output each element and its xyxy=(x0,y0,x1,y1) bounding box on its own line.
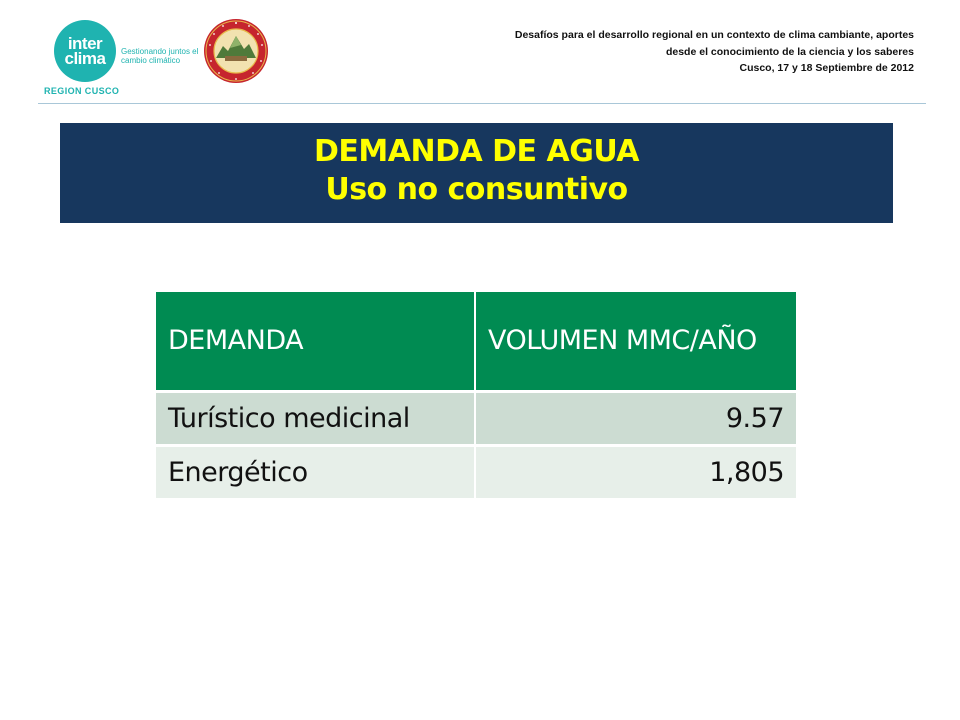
table-row xyxy=(156,446,796,499)
column-header-volumen: VOLUMEN MMC/AÑO xyxy=(475,292,796,392)
title-line-2: Uso no consuntivo xyxy=(325,172,628,207)
table-header-row xyxy=(156,292,796,392)
event-line-1: Desafíos para el desarrollo regional en un contexto de clima cambiante, aportes xyxy=(514,29,914,41)
demand-cell: Energético xyxy=(156,446,475,499)
column-header-demanda: DEMANDA xyxy=(156,292,475,392)
demand-table xyxy=(156,292,796,498)
volume-cell: 1,805 xyxy=(475,446,796,499)
demand-cell: Turístico medicinal xyxy=(156,392,475,446)
region-label: REGION CUSCO xyxy=(44,86,120,96)
logo-tagline: Gestionando juntos el cambio climático xyxy=(121,47,199,65)
gobierno-regional-seal-icon xyxy=(203,18,269,84)
table-row xyxy=(156,392,796,446)
slide-title xyxy=(60,123,893,223)
logo-word-clima: clima xyxy=(64,49,106,68)
header-divider xyxy=(38,103,926,104)
title-line-1: DEMANDA DE AGUA xyxy=(314,134,639,169)
interclima-logo-badge xyxy=(54,20,116,82)
event-line-2: desde el conocimiento de la ciencia y los saberes xyxy=(665,45,914,58)
interclima-logo xyxy=(54,20,204,86)
slide-header xyxy=(0,0,960,106)
volume-cell: 9.57 xyxy=(475,392,796,446)
event-line-3: Cusco, 17 y 18 Septiembre de 2012 xyxy=(739,62,914,74)
logo-word-inter: inter xyxy=(67,33,103,53)
event-info xyxy=(515,27,914,77)
